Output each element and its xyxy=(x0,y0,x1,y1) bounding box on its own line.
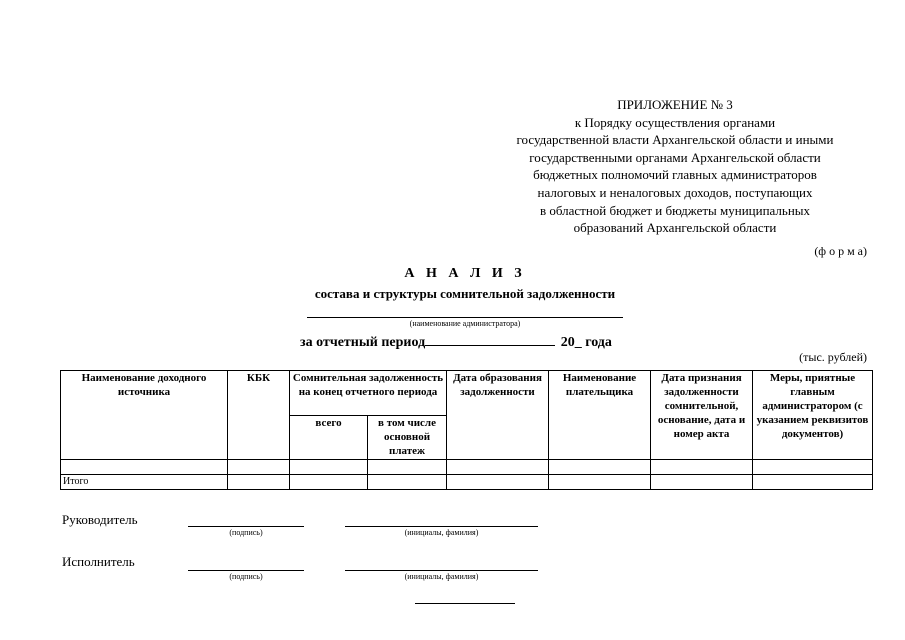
table-cell xyxy=(290,460,368,475)
form-tag: (ф о р м а) xyxy=(814,244,867,258)
total-label: Итого xyxy=(61,475,228,490)
head-label: Руководитель xyxy=(62,512,138,527)
head-name-caption: (инициалы, фамилия) xyxy=(404,528,479,537)
period-prefix: за отчетный период xyxy=(300,335,426,350)
head-signature-line xyxy=(188,526,304,527)
table-row xyxy=(61,460,873,475)
header-measures: Меры, приятные главным администратором (с указанием реквизитов документов) xyxy=(753,371,873,460)
document-subtitle: состава и структуры сомнительной задолженности xyxy=(314,286,616,301)
header-total-sub: всего xyxy=(290,416,368,460)
header-date-recognized: Дата признания задолженности сомнительной, основание, дата и номер акта xyxy=(651,371,753,460)
period-blank-line xyxy=(425,333,555,346)
executor-signature-line xyxy=(188,570,304,571)
header-doubtful-debt: Сомнительная задолженность на конец отчетного периода xyxy=(290,371,447,416)
table-cell xyxy=(651,460,753,475)
table-cell xyxy=(549,460,651,475)
analysis-table xyxy=(60,370,873,490)
table-cell xyxy=(753,460,873,475)
table-cell xyxy=(290,475,368,490)
reporting-period xyxy=(300,333,612,351)
table-cell xyxy=(61,460,228,475)
document-title: А Н А Л И З xyxy=(404,266,526,281)
head-signature-caption: (подпись) xyxy=(229,528,263,537)
header-date-formed: Дата образования задолженности xyxy=(447,371,549,460)
appendix-line: к Порядку осуществления органами xyxy=(574,114,776,130)
table-cell xyxy=(549,475,651,490)
units-label: (тыс. рублей) xyxy=(799,350,867,364)
table-cell xyxy=(368,475,447,490)
appendix-line: налоговых и неналоговых доходов, поступающих xyxy=(537,184,813,200)
head-name-line xyxy=(345,526,538,527)
appendix-line: бюджетных полномочий главных администраторов xyxy=(533,167,817,183)
total-row xyxy=(61,475,873,490)
table-cell xyxy=(447,460,549,475)
executor-signature-caption: (подпись) xyxy=(229,572,263,581)
appendix-heading xyxy=(470,96,880,237)
table-cell xyxy=(447,475,549,490)
header-kbk: КБК xyxy=(228,371,290,460)
table-cell xyxy=(651,475,753,490)
header-principal-sub: в том числе основной платеж xyxy=(368,416,447,460)
administrator-caption: (наименование администратора) xyxy=(409,319,521,328)
appendix-line: государственными органами Архангельской области xyxy=(529,149,821,165)
table-cell xyxy=(228,460,290,475)
appendix-line: в областной бюджет и бюджеты муниципальных xyxy=(539,202,811,218)
appendix-line: государственной власти Архангельской области и иными xyxy=(516,132,834,148)
table-cell xyxy=(753,475,873,490)
table-cell xyxy=(368,460,447,475)
executor-name-caption: (инициалы, фамилия) xyxy=(404,572,479,581)
bottom-separator-line xyxy=(415,603,515,604)
executor-name-line xyxy=(345,570,538,571)
header-payer: Наименование плательщика xyxy=(549,371,651,460)
period-year: 20_ года xyxy=(560,335,612,350)
executor-label: Исполнитель xyxy=(62,554,135,569)
administrator-name-line xyxy=(307,317,623,318)
header-income-source: Наименование доходного источника xyxy=(61,371,228,460)
table-cell xyxy=(228,475,290,490)
appendix-line: ПРИЛОЖЕНИЕ № 3 xyxy=(617,97,733,112)
appendix-line: образований Архангельской области xyxy=(573,220,777,236)
